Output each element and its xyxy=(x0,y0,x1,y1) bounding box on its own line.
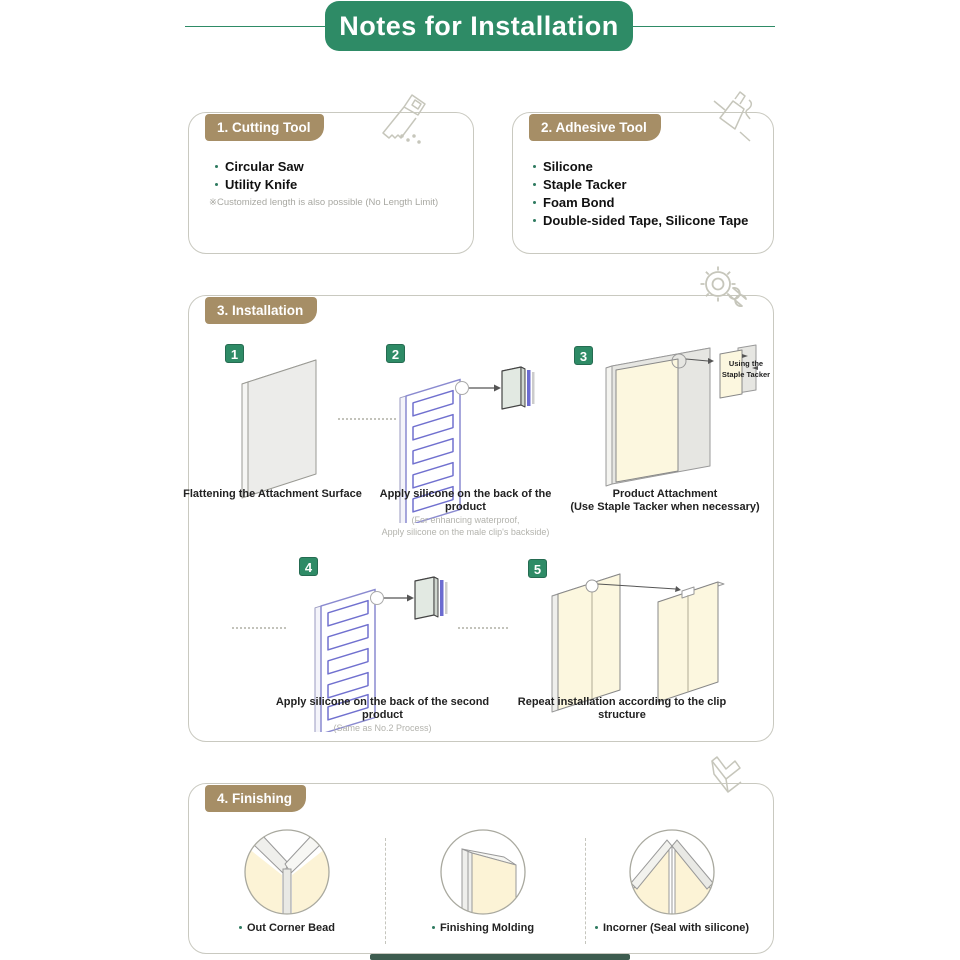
bullet-icon xyxy=(215,183,218,186)
saw-icon xyxy=(372,92,436,152)
page-title: Notes for Installation xyxy=(325,1,633,51)
finishing-item-text: Finishing Molding xyxy=(439,922,535,934)
annotation-line: Staple Tacker xyxy=(721,370,771,379)
caption-subline: Apply silicone on the male clip's backside) xyxy=(381,527,550,537)
list-item-label: Silicone xyxy=(543,158,593,174)
step-badge-5: 5 xyxy=(528,559,547,578)
list-item xyxy=(533,157,748,175)
bullet-icon xyxy=(215,165,218,168)
adhesive-tool-label: 2. Adhesive Tool xyxy=(529,114,661,141)
caption-line: Apply silicone on the back of the second product xyxy=(275,696,490,721)
footer-bar xyxy=(370,954,630,960)
bullet-icon xyxy=(239,926,242,929)
list-item-label: Utility Knife xyxy=(225,176,298,192)
out-corner-bead-illustration xyxy=(242,827,332,917)
step-badge-1: 1 xyxy=(225,344,244,363)
finishing-molding-illustration xyxy=(438,827,528,917)
annotation-line: Using the xyxy=(728,359,764,368)
dotted-connector xyxy=(232,627,286,629)
list-item xyxy=(533,193,748,211)
bullet-icon xyxy=(432,926,435,929)
finishing-item-label xyxy=(217,922,357,934)
bullet-icon xyxy=(533,201,536,204)
installation-label: 3. Installation xyxy=(205,297,317,324)
step-badge-2: 2 xyxy=(386,344,405,363)
gear-wrench-icon xyxy=(692,263,756,323)
list-item xyxy=(215,157,304,175)
cutting-note: ※Customized length is also possible (No Length Limit) xyxy=(209,197,439,208)
list-item-label: Staple Tacker xyxy=(543,176,627,192)
step-badge-4: 4 xyxy=(299,557,318,576)
list-item xyxy=(533,211,748,229)
step5-caption: Repeat installation according to the clip structure xyxy=(517,696,727,721)
caption-line: (Use Staple Tacker when necessary) xyxy=(570,501,760,513)
caption-line: Apply silicone on the back of the product xyxy=(379,488,552,513)
list-item xyxy=(215,175,304,193)
bullet-icon xyxy=(595,926,598,929)
bullet-icon xyxy=(533,165,536,168)
repeat-illustration-step5 xyxy=(540,562,745,714)
silicone-gun-icon xyxy=(698,88,762,150)
dotted-connector xyxy=(458,627,508,629)
step3-caption xyxy=(565,488,765,514)
cutting-tool-list xyxy=(215,157,304,193)
step4-caption xyxy=(275,696,490,734)
dashed-separator xyxy=(385,838,386,944)
caption-subline: (Same as No.2 Process) xyxy=(333,723,432,733)
step2-caption xyxy=(368,488,563,538)
finishing-item-text: Incorner (Seal with silicone) xyxy=(602,922,750,934)
list-item-label: Foam Bond xyxy=(543,194,615,210)
step-badge-3: 3 xyxy=(574,346,593,365)
step1-caption: Flattening the Attachment Surface xyxy=(183,488,362,500)
finishing-item-label xyxy=(582,922,762,934)
corner-bead-icon xyxy=(702,756,756,810)
caption-subline: (For enhancing waterproof, xyxy=(411,515,520,525)
staple-tacker-annotation xyxy=(720,358,772,380)
caption-line: Product Attachment xyxy=(612,488,718,500)
finishing-label: 4. Finishing xyxy=(205,785,306,812)
panel-illustration-step1 xyxy=(232,352,327,502)
finishing-item-text: Out Corner Bead xyxy=(246,922,335,934)
bullet-icon xyxy=(533,183,536,186)
incorner-illustration xyxy=(627,827,717,917)
finishing-item-label xyxy=(413,922,553,934)
bullet-icon xyxy=(533,219,536,222)
list-item-label: Double-sided Tape, Silicone Tape xyxy=(543,212,749,228)
cutting-tool-label: 1. Cutting Tool xyxy=(205,114,324,141)
list-item xyxy=(533,175,748,193)
dotted-connector xyxy=(338,418,396,420)
adhesive-tool-list xyxy=(533,157,748,229)
list-item-label: Circular Saw xyxy=(225,158,304,174)
